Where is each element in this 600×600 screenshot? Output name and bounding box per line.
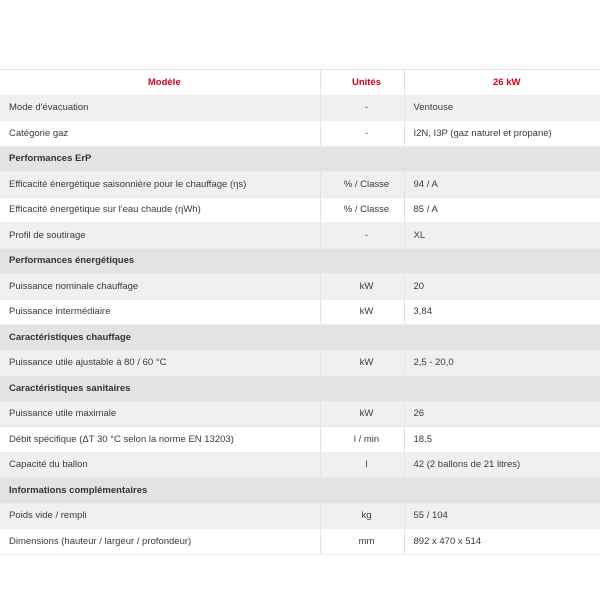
specifications-table bbox=[0, 69, 600, 555]
table-row bbox=[0, 274, 600, 300]
section-header-row bbox=[0, 325, 600, 351]
row-label: Puissance utile maximale bbox=[0, 401, 320, 427]
header-model: Modèle bbox=[0, 70, 320, 96]
row-unit: kW bbox=[320, 299, 404, 325]
row-value: 94 / A bbox=[404, 172, 600, 198]
row-label: Efficacité énergétique sur l'eau chaude (ηWh) bbox=[0, 197, 320, 223]
table-row bbox=[0, 350, 600, 376]
row-unit: - bbox=[320, 223, 404, 249]
row-value: 18,5 bbox=[404, 427, 600, 453]
section-title: Caractéristiques chauffage bbox=[0, 325, 600, 351]
row-label: Puissance utile ajustable à 80 / 60 °C bbox=[0, 350, 320, 376]
table-row bbox=[0, 529, 600, 555]
table-row bbox=[0, 172, 600, 198]
table-row bbox=[0, 197, 600, 223]
section-header-row bbox=[0, 146, 600, 172]
table-body bbox=[0, 95, 600, 554]
row-label: Profil de soutirage bbox=[0, 223, 320, 249]
table-row bbox=[0, 427, 600, 453]
row-value: XL bbox=[404, 223, 600, 249]
table-row bbox=[0, 95, 600, 121]
table-header bbox=[0, 70, 600, 96]
row-unit: l bbox=[320, 452, 404, 478]
row-unit: mm bbox=[320, 529, 404, 555]
section-header-row bbox=[0, 478, 600, 504]
row-unit: % / Classe bbox=[320, 172, 404, 198]
table-row bbox=[0, 299, 600, 325]
row-value: 3,84 bbox=[404, 299, 600, 325]
row-value: 26 bbox=[404, 401, 600, 427]
row-unit: kW bbox=[320, 350, 404, 376]
row-unit: - bbox=[320, 121, 404, 147]
section-header-row bbox=[0, 376, 600, 402]
table-row bbox=[0, 503, 600, 529]
row-unit: kW bbox=[320, 401, 404, 427]
row-value: I2N, I3P (gaz naturel et propane) bbox=[404, 121, 600, 147]
table-row bbox=[0, 401, 600, 427]
row-label: Efficacité énergétique saisonnière pour le chauffage (ηs) bbox=[0, 172, 320, 198]
row-unit: kW bbox=[320, 274, 404, 300]
row-value: Ventouse bbox=[404, 95, 600, 121]
section-title: Performances énergétiques bbox=[0, 248, 600, 274]
row-label: Mode d'évacuation bbox=[0, 95, 320, 121]
section-header-row bbox=[0, 248, 600, 274]
row-value: 20 bbox=[404, 274, 600, 300]
table-row bbox=[0, 452, 600, 478]
row-unit: l / min bbox=[320, 427, 404, 453]
header-units: Unités bbox=[320, 70, 404, 96]
table-row bbox=[0, 223, 600, 249]
table-row bbox=[0, 121, 600, 147]
header-row bbox=[0, 70, 600, 96]
section-title: Caractéristiques sanitaires bbox=[0, 376, 600, 402]
header-power: 26 kW bbox=[404, 70, 600, 96]
row-value: 892 x 470 x 514 bbox=[404, 529, 600, 555]
row-label: Puissance intermédiaire bbox=[0, 299, 320, 325]
row-value: 2,5 - 20,0 bbox=[404, 350, 600, 376]
row-label: Débit spécifique (ΔT 30 °C selon la norme EN 13203) bbox=[0, 427, 320, 453]
row-unit: kg bbox=[320, 503, 404, 529]
section-title: Informations complémentaires bbox=[0, 478, 600, 504]
row-value: 55 / 104 bbox=[404, 503, 600, 529]
row-unit: % / Classe bbox=[320, 197, 404, 223]
row-label: Poids vide / rempli bbox=[0, 503, 320, 529]
row-value: 85 / A bbox=[404, 197, 600, 223]
section-title: Performances ErP bbox=[0, 146, 600, 172]
row-label: Catégorie gaz bbox=[0, 121, 320, 147]
row-label: Dimensions (hauteur / largeur / profondeur) bbox=[0, 529, 320, 555]
row-value: 42 (2 ballons de 21 litres) bbox=[404, 452, 600, 478]
row-label: Capacité du ballon bbox=[0, 452, 320, 478]
row-unit: - bbox=[320, 95, 404, 121]
row-label: Puissance nominale chauffage bbox=[0, 274, 320, 300]
